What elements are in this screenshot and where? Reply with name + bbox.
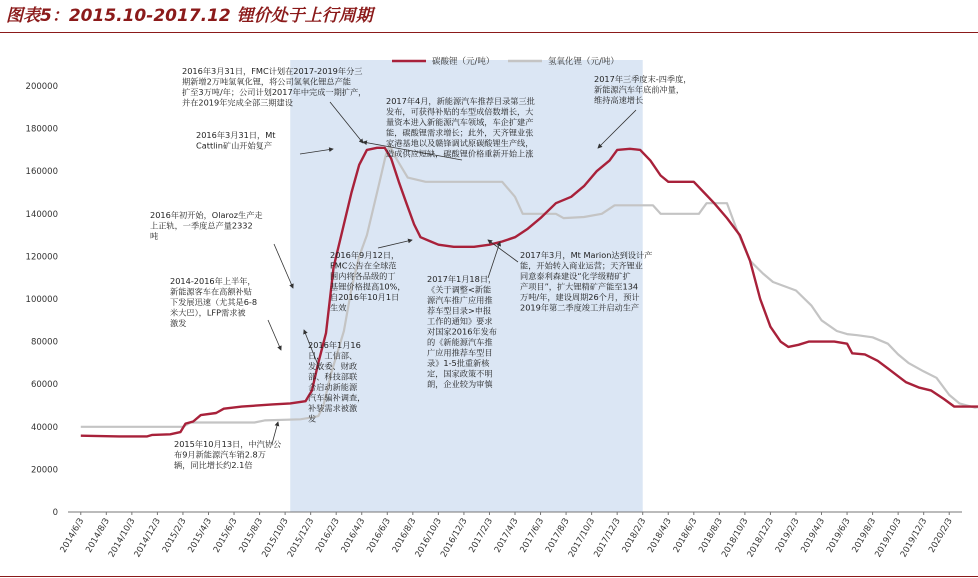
annotation-a5-line-2: 吨 bbox=[150, 231, 159, 241]
x-tick-label-16: 2017/2/3 bbox=[467, 516, 496, 555]
annotation-a8-line-2: 发改委、财政 bbox=[308, 361, 358, 371]
y-tick-label-4: 80000 bbox=[30, 337, 58, 348]
annotation-a6-line-1: FMC公告在全球范 bbox=[330, 260, 397, 271]
y-tick-label-3: 60000 bbox=[30, 380, 58, 391]
annotation-a9-line-1: 《关于调整<新能 bbox=[427, 284, 492, 295]
x-tick-label-27: 2018/12/3 bbox=[745, 516, 777, 560]
annotation-a7-line-3: 米大巴），LFP需求被 bbox=[170, 307, 246, 318]
annotation-a9-line-9: 定，国家政策不明 bbox=[427, 368, 493, 379]
y-tick-label-1: 20000 bbox=[30, 465, 58, 476]
annotation-a2 bbox=[196, 130, 276, 151]
annotation-a9-line-3: 荐车型目录>申报 bbox=[427, 305, 492, 316]
x-tick-label-3: 2014/12/3 bbox=[132, 516, 163, 560]
annotation-a9 bbox=[427, 274, 497, 390]
annotation-a6-line-2: 围内将各品级的丁 bbox=[330, 271, 396, 281]
annotation-a6-line-0: 2016年9月12日， bbox=[330, 250, 400, 260]
x-tick-label-9: 2015/12/3 bbox=[285, 516, 317, 560]
legend-label-1: 氢氧化锂（元/吨） bbox=[548, 57, 619, 67]
x-tick-label-23: 2018/4/3 bbox=[646, 516, 674, 555]
annotation-a9-line-6: 的《新能源汽车推 bbox=[427, 337, 493, 347]
x-tick-label-0: 2014/6/3 bbox=[58, 516, 87, 555]
x-tick-label-34: 2020/2/3 bbox=[927, 516, 955, 555]
annotation-a9-line-2: 源汽车推广应用推 bbox=[427, 295, 493, 305]
annotation-a8-line-3: 部、科技部联 bbox=[308, 371, 358, 382]
annotation-a1-line-1: 期新增2万吨氢氧化锂，将公司氢氧化锂总产能 bbox=[182, 76, 351, 87]
annotation-a5 bbox=[150, 210, 263, 241]
x-tick-label-21: 2017/12/3 bbox=[592, 516, 623, 560]
x-tick-label-1: 2014/8/3 bbox=[84, 516, 112, 555]
x-tick-label-15: 2016/12/3 bbox=[439, 516, 470, 560]
x-tick-label-31: 2019/8/3 bbox=[850, 516, 879, 555]
y-tick-label-5: 100000 bbox=[25, 295, 58, 305]
annotation-a9-line-0: 2017年1月18日， bbox=[427, 274, 497, 284]
y-tick-label-2: 40000 bbox=[30, 422, 58, 433]
annotation-a4-line-2: 维持高速增长 bbox=[594, 95, 644, 105]
annotation-arrow-a7 bbox=[268, 320, 281, 350]
x-tick-label-14: 2016/10/3 bbox=[413, 516, 444, 560]
x-tick-label-8: 2015/10/3 bbox=[260, 516, 291, 560]
y-tick-label-8: 160000 bbox=[25, 167, 58, 178]
annotation-a10-line-3: 产项目”，扩大锂精矿产能至134 bbox=[520, 281, 639, 292]
x-tick-label-2: 2014/10/3 bbox=[106, 516, 138, 560]
annotation-a1-line-3: 并在2019年完成全部三期建设 bbox=[182, 97, 293, 108]
x-tick-label-6: 2015/6/3 bbox=[211, 516, 240, 555]
y-tick-label-0: 0 bbox=[52, 508, 58, 518]
annotation-a5-line-1: 上正轨，一季度总产量2332 bbox=[150, 220, 253, 231]
x-tick-label-19: 2017/8/3 bbox=[543, 516, 572, 555]
x-tick-label-26: 2018/10/3 bbox=[720, 516, 751, 560]
x-tick-label-11: 2016/4/3 bbox=[339, 516, 368, 555]
annotation-a10-line-5: 2019年第二季度竣工并启动生产 bbox=[520, 302, 640, 313]
x-tick-label-32: 2019/10/3 bbox=[873, 516, 904, 560]
annotation-a3-line-2: 量资本进入新能源汽车领域，车企扩建产 bbox=[386, 117, 534, 127]
annotation-a11-line-2: 辆，同比增长约2.1倍 bbox=[174, 460, 253, 470]
x-tick-label-7: 2015/8/3 bbox=[237, 516, 266, 555]
y-tick-label-7: 140000 bbox=[25, 209, 58, 220]
x-tick-label-20: 2017/10/3 bbox=[566, 516, 598, 560]
x-tick-label-17: 2017/4/3 bbox=[492, 516, 521, 555]
annotation-a7 bbox=[170, 276, 257, 328]
annotation-arrow-a5 bbox=[274, 244, 293, 288]
x-tick-label-25: 2018/8/3 bbox=[697, 516, 725, 555]
annotation-a4-line-0: 2017年三季度末-四季度， bbox=[594, 74, 692, 84]
annotation-a9-line-8: 录》1-5批重新核 bbox=[427, 358, 490, 368]
annotation-a3-line-3: 能，碳酸锂需求增长；此外，天齐锂业张 bbox=[386, 127, 534, 138]
annotation-a9-line-10: 朗，企业较为审慎 bbox=[427, 379, 493, 389]
annotation-a4 bbox=[594, 74, 691, 105]
annotation-a2-line-1: Cattlin矿山开始复产 bbox=[196, 140, 273, 151]
annotation-a8-line-5: 汽车骗补调查， bbox=[308, 392, 366, 403]
x-tick-label-5: 2015/4/3 bbox=[186, 516, 215, 555]
annotation-a8-line-7: 发 bbox=[308, 413, 317, 424]
annotation-a9-line-7: 广应用推荐车型目 bbox=[427, 347, 493, 358]
annotation-a9-line-5: 对国家2016年发布 bbox=[427, 326, 497, 337]
annotation-a11-line-0: 2015年10月13日，中汽协公 bbox=[174, 439, 282, 449]
x-tick-label-12: 2016/6/3 bbox=[365, 516, 393, 555]
x-tick-label-28: 2019/2/3 bbox=[773, 516, 802, 555]
annotation-a6-line-5: 生效 bbox=[330, 302, 347, 313]
legend-label-0: 碳酸锂（元/吨） bbox=[432, 57, 495, 67]
annotation-a10-line-2: 同意泰利森建设“化学级精矿扩 bbox=[520, 271, 631, 281]
x-tick-label-22: 2018/2/3 bbox=[620, 516, 649, 555]
annotation-a9-line-4: 工作的通知》要求 bbox=[427, 316, 493, 326]
annotation-a11 bbox=[174, 439, 281, 471]
annotation-a10 bbox=[520, 250, 652, 313]
y-tick-label-10: 200000 bbox=[25, 82, 58, 92]
annotation-a5-line-0: 2016年初开始，Olaroz生产走 bbox=[150, 210, 263, 220]
annotation-a4-line-1: 新能源汽车年底前冲量， bbox=[594, 84, 685, 95]
annotation-a3-line-1: 发布，可获得补贴的车型成倍数增长，大 bbox=[386, 106, 534, 117]
annotation-a7-line-2: 下发展迅速（尤其是6-8 bbox=[170, 297, 258, 307]
x-tick-label-29: 2019/4/3 bbox=[799, 516, 828, 555]
annotation-a10-line-4: 万吨/年，建设周期26个月，预计 bbox=[520, 292, 640, 302]
x-tick-label-18: 2017/6/3 bbox=[518, 516, 547, 555]
annotation-a8-line-6: 补装需求被激 bbox=[308, 403, 358, 413]
x-tick-label-13: 2016/8/3 bbox=[390, 516, 419, 555]
y-tick-label-9: 180000 bbox=[25, 124, 58, 135]
annotation-a10-line-0: 2017年3月，Mt Marion达到设计产 bbox=[520, 250, 653, 260]
annotation-a3 bbox=[386, 96, 535, 160]
x-tick-label-30: 2019/6/3 bbox=[824, 516, 853, 555]
annotation-a7-line-0: 2014-2016年上半年， bbox=[170, 276, 256, 286]
annotation-a1-line-0: 2016年3月31日，FMC计划在2017-2019年分三 bbox=[182, 66, 363, 76]
x-tick-label-10: 2016/2/3 bbox=[314, 516, 342, 555]
annotation-a2-line-0: 2016年3月31日，Mt bbox=[196, 130, 276, 140]
x-tick-label-24: 2018/6/3 bbox=[671, 516, 700, 555]
annotation-a8-line-1: 日，工信部、 bbox=[308, 350, 358, 361]
annotation-a11-line-1: 布9月新能源汽车销2.8万 bbox=[174, 449, 266, 460]
annotation-a6-line-3: 基锂价格提高10%， bbox=[330, 281, 406, 292]
annotation-a3-line-4: 家港基地以及赣锋调试原碳酸锂生产线， bbox=[386, 138, 534, 148]
y-tick-label-6: 120000 bbox=[25, 252, 58, 263]
bottom-rule bbox=[0, 576, 978, 577]
x-tick-label-4: 2015/2/3 bbox=[160, 516, 189, 555]
annotation-a7-line-4: 激发 bbox=[170, 318, 187, 328]
annotation-a3-line-5: 造成供应短缺，碳酸锂价格重新开始上涨 bbox=[386, 148, 534, 159]
x-tick-label-33: 2019/12/3 bbox=[898, 516, 930, 560]
annotation-a3-line-0: 2017年4月，新能源汽车推荐目录第三批 bbox=[386, 96, 535, 106]
annotation-a8-line-0: 2016年1月16 bbox=[308, 340, 361, 350]
annotation-a8 bbox=[308, 340, 365, 424]
annotation-a8-line-4: 合启动新能源 bbox=[308, 382, 358, 392]
annotation-a10-line-1: 能，开始转入商业运营；天齐锂业 bbox=[520, 260, 643, 271]
chart-title: 图表5：2015.10-2017.12 锂价处于上行周期 bbox=[6, 6, 373, 26]
annotation-a1-line-2: 扩至3万吨/年；公司计划2017年中完成一期扩产， bbox=[182, 87, 367, 97]
annotation-a6-line-4: 自2016年10月1日 bbox=[330, 292, 400, 302]
annotation-a7-line-1: 新能源客车在高额补贴 bbox=[170, 286, 252, 297]
